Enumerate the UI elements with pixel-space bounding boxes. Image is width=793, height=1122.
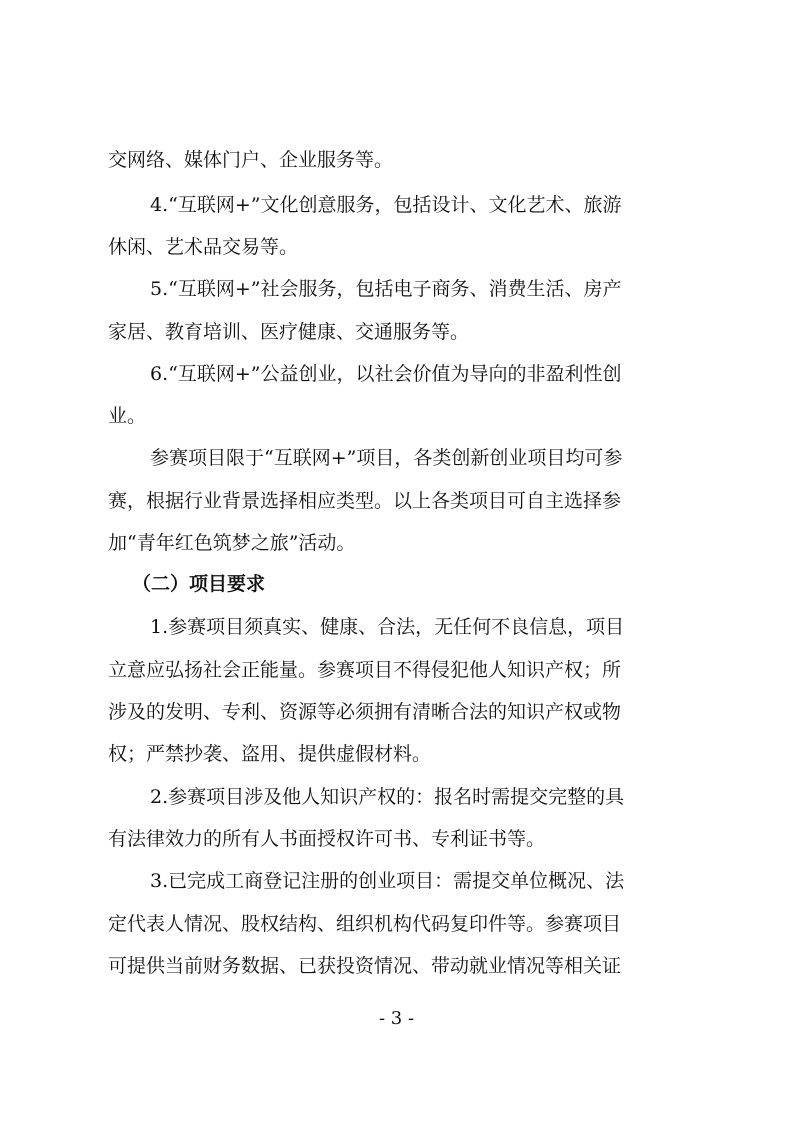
text-line: 定代表人情况、股权结构、组织机构代码复印件等。参赛项目 (108, 913, 622, 935)
text-line: 交网络、媒体门户、企业服务等。 (108, 149, 394, 171)
text-line: 权；严禁抄袭、盗用、提供虚假材料。 (108, 743, 432, 765)
text-line: 休闲、艺术品交易等。 (108, 236, 299, 258)
page-number: - 3 - (378, 1008, 415, 1029)
text-line: 加“青年红色筑梦之旅”活动。 (108, 532, 356, 554)
text-line: 可提供当前财务数据、已获投资情况、带动就业情况等相关证 (108, 955, 622, 977)
text-line: 家居、教育培训、医疗健康、交通服务等。 (108, 321, 470, 343)
text-line: 2.参赛项目涉及他人知识产权的：报名时需提交完整的具 (150, 786, 625, 808)
text-line: 有法律效力的所有人书面授权许可书、专利证书等。 (108, 828, 546, 850)
text-line: 业。 (108, 405, 147, 427)
section-heading: （二）项目要求 (132, 573, 266, 595)
text-line: 涉及的发明、专利、资源等必须拥有清晰合法的知识产权或物 (108, 701, 622, 723)
text-line: 4.“互联网+”文化创意服务，包括设计、文化艺术、旅游 (150, 194, 622, 216)
text-line: 赛，根据行业背景选择相应类型。以上各类项目可自主选择参 (108, 490, 622, 512)
text-line: 3.已完成工商登记注册的创业项目：需提交单位概况、法 (150, 870, 625, 892)
text-line: 5.“互联网+”社会服务，包括电子商务、消费生活、房产 (150, 278, 622, 300)
text-line: 立意应弘扬社会正能量。参赛项目不得侵犯他人知识产权；所 (108, 659, 622, 681)
text-line: 1.参赛项目须真实、健康、合法，无任何不良信息，项目 (150, 616, 625, 638)
text-line: 6.“互联网+”公益创业，以社会价值为导向的非盈利性创 (150, 363, 622, 385)
text-line: 参赛项目限于“互联网+”项目，各类创新创业项目均可参 (150, 447, 623, 469)
